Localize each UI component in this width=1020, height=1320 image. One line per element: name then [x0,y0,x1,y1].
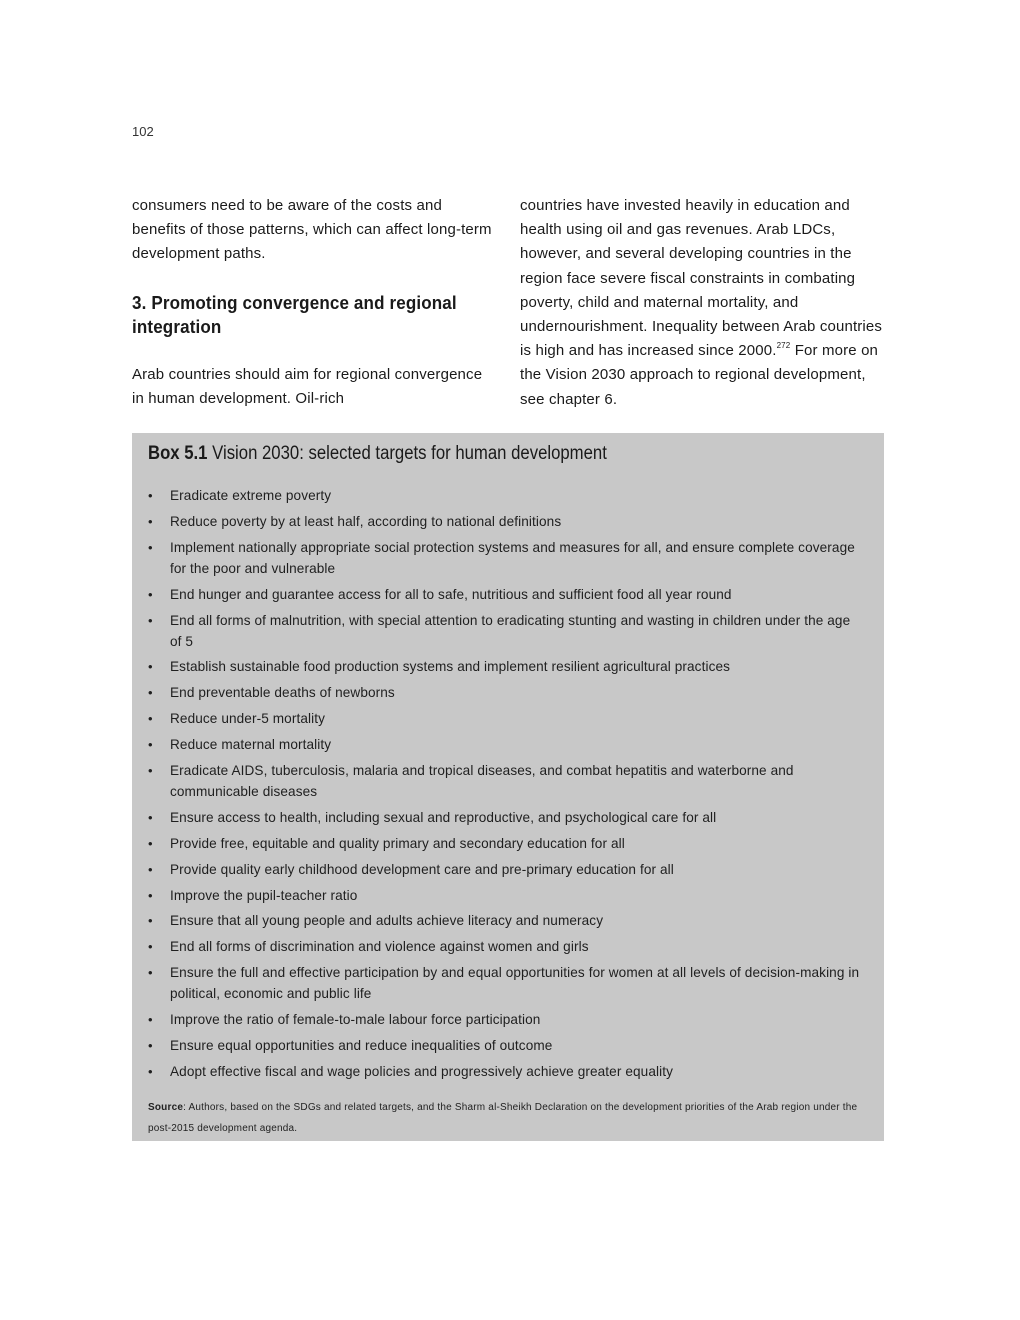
bullet-icon: • [148,965,153,981]
list-item [132,760,884,802]
list-item-text: Provide free, equitable and quality primary and secondary education for all [170,835,625,851]
bullet-icon: • [148,711,153,727]
bullet-icon: • [148,763,153,779]
list-item [132,859,884,880]
list-item [132,1009,884,1030]
list-item [132,656,884,677]
list-item [132,485,884,506]
bullet-icon: • [148,612,153,628]
bullet-icon: • [148,913,153,929]
box-5-1 [132,433,884,1141]
list-item-text: Ensure that all young people and adults achieve literacy and numeracy [170,913,604,929]
left-paragraph-2: Arab countries should aim for regional convergence in human development. Oil-rich [132,365,483,407]
right-column [520,194,890,412]
list-item [132,610,884,652]
list-item [132,910,884,931]
bullet-icon: • [148,809,153,825]
list-item-text: Eradicate extreme poverty [170,488,332,503]
list-item-text: Reduce poverty by at least half, according to national definitions [170,513,562,529]
box-title-text: Vision 2030: selected targets for human development [212,443,607,464]
left-column [132,194,492,411]
list-item-text: Reduce under-5 mortality [170,711,326,727]
list-item [132,537,884,579]
bullet-icon: • [148,887,153,903]
list-item-text: Provide quality early childhood development care and pre-primary education for all [170,861,674,877]
list-item [132,936,884,957]
target-list [132,485,884,1087]
bullet-icon: • [148,939,153,955]
bullet-icon: • [148,685,153,701]
box-title [148,442,607,466]
list-item-text: Eradicate AIDS, tuberculosis, malaria and tropical diseases, and combat hepatitis and waterborne and communicable diseases [170,763,794,800]
bullet-icon: • [148,861,153,877]
bullet-icon: • [148,659,153,675]
footnote-ref: 272 [776,341,791,351]
right-paragraph [520,194,890,412]
list-item [132,734,884,755]
list-item [132,511,884,532]
list-item [132,833,884,854]
list-item [132,1035,884,1056]
list-item [132,885,884,906]
bullet-icon: • [148,513,153,529]
list-item [132,584,884,605]
box-label: Box 5.1 [148,443,208,464]
list-item-text: Ensure the full and effective participation by and equal opportunities for women at all levels of decision-making in political, economic and public life [170,965,860,1002]
list-item-text: End hunger and guarantee access for all to safe, nutritious and sufficient food all year round [170,586,732,602]
right-paragraph-tail: For more on the Vision 2030 approach to regional development, see chapter 6. [520,342,879,408]
list-item [132,807,884,828]
list-item-text: End all forms of malnutrition, with special attention to eradicating stunting and wasting in children under the age of 5 [170,612,851,649]
bullet-icon: • [148,737,153,753]
list-item-text: Implement nationally appropriate social protection systems and measures for all, and ensure complete coverage for the poor and vulnerable [170,539,855,576]
bullet-icon: • [148,488,153,503]
list-item-text: Reduce maternal mortality [170,737,332,753]
bullet-icon: • [148,835,153,851]
list-item-text: Establish sustainable food production systems and implement resilient agricultural practices [170,659,731,675]
list-item-text: Ensure equal opportunities and reduce inequalities of outcome [170,1038,553,1054]
page-number: 102 [132,124,154,139]
list-item-text: Adopt effective fiscal and wage policies and progressively achieve greater equality [170,1063,673,1079]
bullet-icon: • [148,586,153,602]
list-item-text: End all forms of discrimination and violence against women and girls [170,939,589,955]
list-item [132,962,884,1004]
box-source [148,1097,878,1139]
bullet-icon: • [148,1063,153,1079]
source-text: : Authors, based on the SDGs and related targets, and the Sharm al-Sheikh Declaration on the development priorities of the Arab region under the post-2015 development agenda. [148,1102,858,1134]
bullet-icon: • [148,539,153,555]
list-item [132,1061,884,1082]
left-paragraph-1: consumers need to be aware of the costs and benefits of those patterns, which can affect long-term development paths. [132,197,492,263]
list-item-text: Improve the pupil-teacher ratio [170,887,358,903]
source-label: Source [148,1102,184,1113]
list-item-text: Ensure access to health, including sexual and reproductive, and psychological care for all [170,809,717,825]
section-heading: 3. Promoting convergence and regional integration [132,291,457,337]
list-item [132,708,884,729]
right-paragraph-main: countries have invested heavily in education and health using oil and gas revenues. Arab LDCs, however, and several developing countries in the region face severe fiscal constraints in combating poverty, child and maternal mortality, and undernourishment. Inequality between Arab countries is high and has increased since 2000. [520,197,883,360]
bullet-icon: • [148,1012,153,1028]
bullet-icon: • [148,1038,153,1054]
list-item-text: Improve the ratio of female-to-male labour force participation [170,1012,541,1028]
list-item-text: End preventable deaths of newborns [170,685,395,701]
list-item [132,682,884,703]
